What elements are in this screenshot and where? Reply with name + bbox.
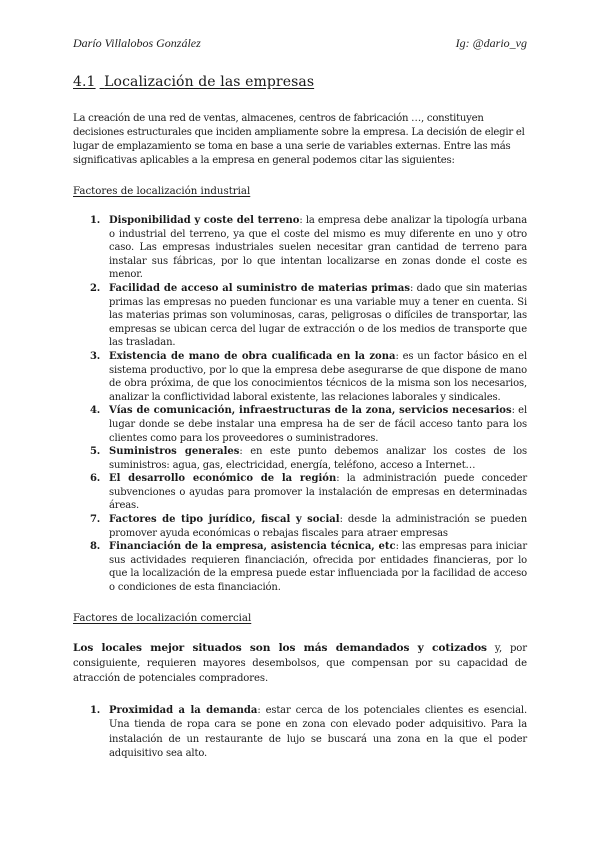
commercial-intro-paragraph [73,641,527,686]
list-item [73,472,527,513]
item-text: : estar cerca de los potenciales clientes es esencial. Una tienda de ropa cara se pone en zona con elevado poder adquisitivo. Para la instalación de un restaurante de lujo se buscará una zona en la que el poder adquisitivo sea alto. [109,704,527,760]
item-number: 8. [90,541,101,553]
list-item [73,540,527,594]
item-number: 3. [90,350,101,362]
item-text: : dado que sin materias primas las empresas no pueden funcionar es una variable muy a tener en cuenta. Si las materias primas son voluminosas, caras, peligrosas o difíciles de transportar, las empresas se ubican cerca del lugar de extracción o de los medios de transporte que las trasladan. [109,282,527,349]
section-title [73,74,527,90]
item-text: : la administración puede conceder subvenciones o ayudas para promover la instalación de empresas en determinadas áreas. [109,473,527,512]
page-header [73,36,527,50]
list-item [73,404,527,445]
instagram-handle: Ig: @dario_vg [455,36,527,50]
item-title: Facilidad de acceso al suministro de materias primas [109,282,410,294]
item-text: : la empresa debe analizar la tipología urbana o industrial del terreno, ya que el coste del mismo es muy diferente en uno y otro caso. Las empresas industriales suelen necesitar gran cantidad de terreno para instalar sus fábricas, por lo que intentan localizarse en zonas donde el coste es menor. [109,215,528,281]
commercial-intro-rest: y, por consiguiente, requieren mayores desembolsos, que compensan por su capacidad de atracción de potenciales compradores. [73,642,528,684]
item-number: 6. [90,473,101,485]
commercial-factors-list [73,704,527,762]
list-item [73,704,527,762]
item-title: Suministros generales [109,446,240,458]
industrial-factors-list [73,214,527,595]
item-title: Vías de comunicación, infraestructuras de la zona, servicios necesarios [109,405,512,417]
item-title: Financiación de la empresa, asistencia técnica, etc [109,541,396,553]
item-title: El desarrollo económico de la región [109,473,337,485]
item-text: : es un factor básico en el sistema productivo, por lo que la empresa debe asegurarse de que dispone de mano de obra próxima, de que los conocimientos técnicos de la misma son los necesarios, analizar la conflictividad laboral existente, las relaciones laborales y sindicales. [109,350,527,403]
item-text: : desde la administración se pueden promover ayuda económicas o rebajas fiscales para atraer empresas [109,514,527,539]
document-body [73,74,527,762]
item-text: : el lugar donde se debe instalar una empresa ha de ser de fácil acceso tanto para los clientes como para los proveedores o suministradores. [109,405,527,444]
item-number: 1. [90,215,101,226]
list-item [73,214,527,282]
item-text: : en este punto debemos analizar los costes de los suministros: agua, gas, electricidad, energía, teléfono, acceso a Internet… [109,446,527,471]
author-name: Darío Villalobos González [73,36,201,50]
section-title-text: Localización de las empresas [104,74,315,90]
item-number: 7. [90,514,101,526]
intro-paragraph: La creación de una red de ventas, almacenes, centros de fabricación …, constituyen decisiones estructurales que inciden ampliamente sobre la empresa. La decisión de elegir el lugar de emplazamiento se toma en base a una serie de variables externas. Entre las más significativas aplicables a la empresa en general podemos citar las siguientes: [73,113,525,166]
item-number: 5. [90,446,101,458]
item-text: : las empresas para iniciar sus actividades requieren financiación, ofrecida por entidades financieras, por lo que la localización de la empresa puede estar influenciada por la facilidad de acceso o condiciones de esta financiación. [109,541,527,594]
list-item [73,282,527,350]
commercial-heading: Factores de localización comercial [73,612,252,624]
list-item [73,445,527,472]
industrial-heading: Factores de localización industrial [73,186,251,197]
item-title: Existencia de mano de obra cualificada en la zona [109,350,396,362]
item-number: 2. [90,282,101,294]
item-title: Factores de tipo jurídico, fiscal y social [109,514,340,526]
item-number: 1. [90,704,101,716]
item-title: Proximidad a la demanda [109,704,258,716]
item-title: Disponibilidad y coste del terreno [109,215,300,226]
commercial-intro-bold: Los locales mejor situados son los más demandados y cotizados [73,641,487,654]
list-item [73,513,527,540]
item-number: 4. [90,405,101,417]
section-number: 4.1 [73,74,96,90]
list-item [73,350,527,404]
